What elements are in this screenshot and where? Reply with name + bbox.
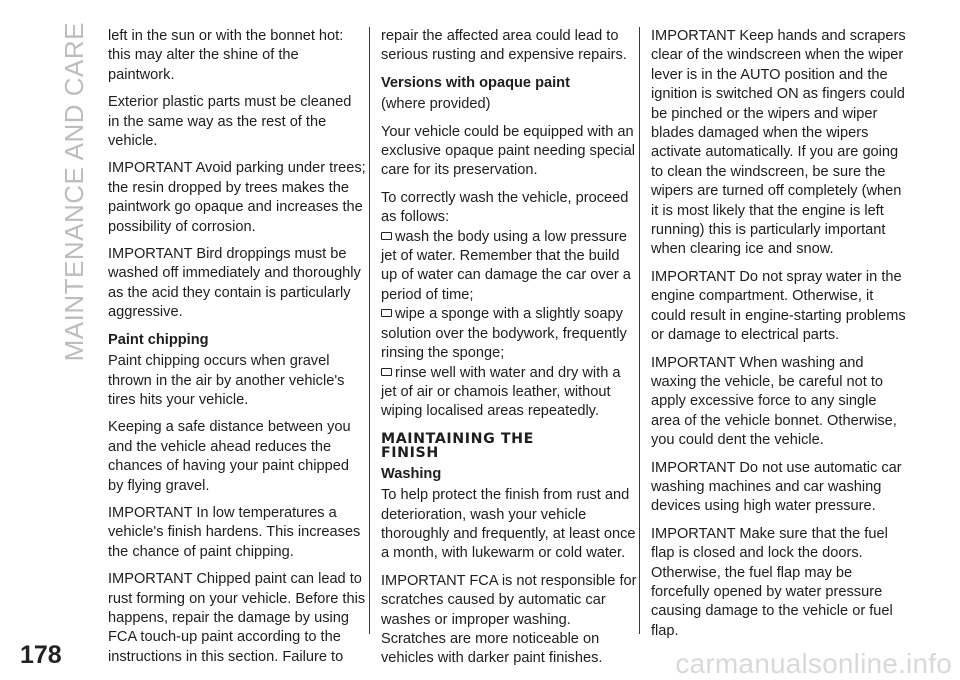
page-number: 178: [20, 641, 62, 669]
paragraph: Keeping a safe distance between you and the vehicle ahead reduces the chances of having your paint chipped by flying gravel.: [108, 419, 351, 494]
where-provided-note: (where provided): [381, 96, 491, 113]
square-bullet-icon: [381, 368, 392, 376]
paragraph: To help protect the finish from rust and deterioration, wash your vehicle thoroughly and frequently, at least once a month, with lukewarm or cold water.: [381, 487, 636, 562]
subheading-opaque-paint: Versions with opaque paint: [381, 74, 570, 91]
sidebar-title-text: MAINTENANCE AND CARE: [58, 22, 89, 362]
section-sidebar-title: [54, 0, 94, 362]
important-note: IMPORTANT Do not spray water in the engine compartment. Otherwise, it could result in engine-starting problems or damage to electrical parts.: [651, 268, 906, 344]
subheading-washing: Washing: [381, 465, 442, 482]
important-note: IMPORTANT Chipped paint can lead to rust forming on your vehicle. Before this happens, repair the damage by using FCA touch-up paint according to the instructions in this section. Failure to: [108, 571, 366, 665]
important-note: IMPORTANT When washing and waxing the vehicle, be careful not to apply excessive force to any single area of the vehicle bonnet. Otherwise, you could dent the vehicle.: [651, 354, 897, 449]
bullet-item: [381, 228, 639, 306]
section-title-line: FINISH: [381, 445, 439, 462]
text-column-2: [381, 27, 639, 677]
paragraph: Paint chipping occurs when gravel thrown in the air by another vehicle's tires hits your vehicle.: [108, 353, 345, 408]
square-bullet-icon: [381, 309, 392, 317]
important-note: IMPORTANT Avoid parking under trees; the resin dropped by trees makes the paintwork go opaque and increases the possibility of corrosion.: [108, 160, 366, 235]
paragraph: Your vehicle could be equipped with an exclusive opaque paint needing special care for its preservation.: [381, 123, 635, 179]
column-divider-1: [369, 27, 370, 634]
watermark-text: carmanualsonline.info: [675, 648, 952, 679]
bullet-text: wipe a sponge with a slightly soapy solution over the bodywork, frequently rinsing the sponge;: [381, 306, 627, 362]
important-note: IMPORTANT Do not use automatic car washing machines and car washing devices using high water pressure.: [651, 459, 902, 515]
important-note: IMPORTANT FCA is not responsible for scratches caused by automatic car washes or improper washing. Scratches are more noticeable on vehicles with darker paint finishes.: [381, 572, 637, 667]
square-bullet-icon: [381, 232, 392, 240]
text-column-1: [108, 27, 366, 675]
section-title-line: MAINTAINING THE: [381, 430, 534, 447]
bullet-item: [381, 305, 639, 363]
important-note: IMPORTANT Keep hands and scrapers clear of the windscreen when the wiper lever is in the AUTO position and the ignition is switched ON as fingers could be pinched or the wipers and wiper blades damaged when the wipers activate automatically. If you are going to clean the windscreen, be sure the wipers are turned off completely (when it is most likely that the engine is left running) this is particularly important when clearing ice and snow.: [651, 28, 906, 258]
important-note: IMPORTANT In low temperatures a vehicle's finish hardens. This increases the chance of paint chipping.: [108, 504, 361, 560]
paragraph: repair the affected area could lead to serious rusting and expensive repairs.: [381, 28, 627, 64]
important-note: IMPORTANT Make sure that the fuel flap is closed and lock the doors. Otherwise, the fuel flap may be forcefully opened by water pressure causing damage to the vehicle or fuel flap.: [651, 525, 893, 639]
paragraph: Exterior plastic parts must be cleaned in the same way as the rest of the vehicle.: [108, 94, 352, 150]
section-title-maintaining-finish: [381, 432, 639, 461]
paragraph: To correctly wash the vehicle, proceed as follows:: [381, 189, 629, 226]
subheading-paint-chipping: Paint chipping: [108, 331, 209, 348]
bullet-text: wash the body using a low pressure jet of water. Remember that the build up of water can damage the car over a period of time;: [381, 228, 631, 303]
important-note: IMPORTANT Bird droppings must be washed off immediately and thoroughly as the acid they contain is particularly aggressive.: [108, 246, 361, 321]
text-column-3: [651, 27, 907, 649]
column-divider-2: [639, 27, 640, 634]
bullet-item: [381, 364, 639, 422]
paragraph: left in the sun or with the bonnet hot: this may alter the shine of the paintwork.: [108, 28, 344, 83]
bullet-text: rinse well with water and dry with a jet of air or chamois leather, without wiping localised areas repeatedly.: [381, 364, 621, 420]
